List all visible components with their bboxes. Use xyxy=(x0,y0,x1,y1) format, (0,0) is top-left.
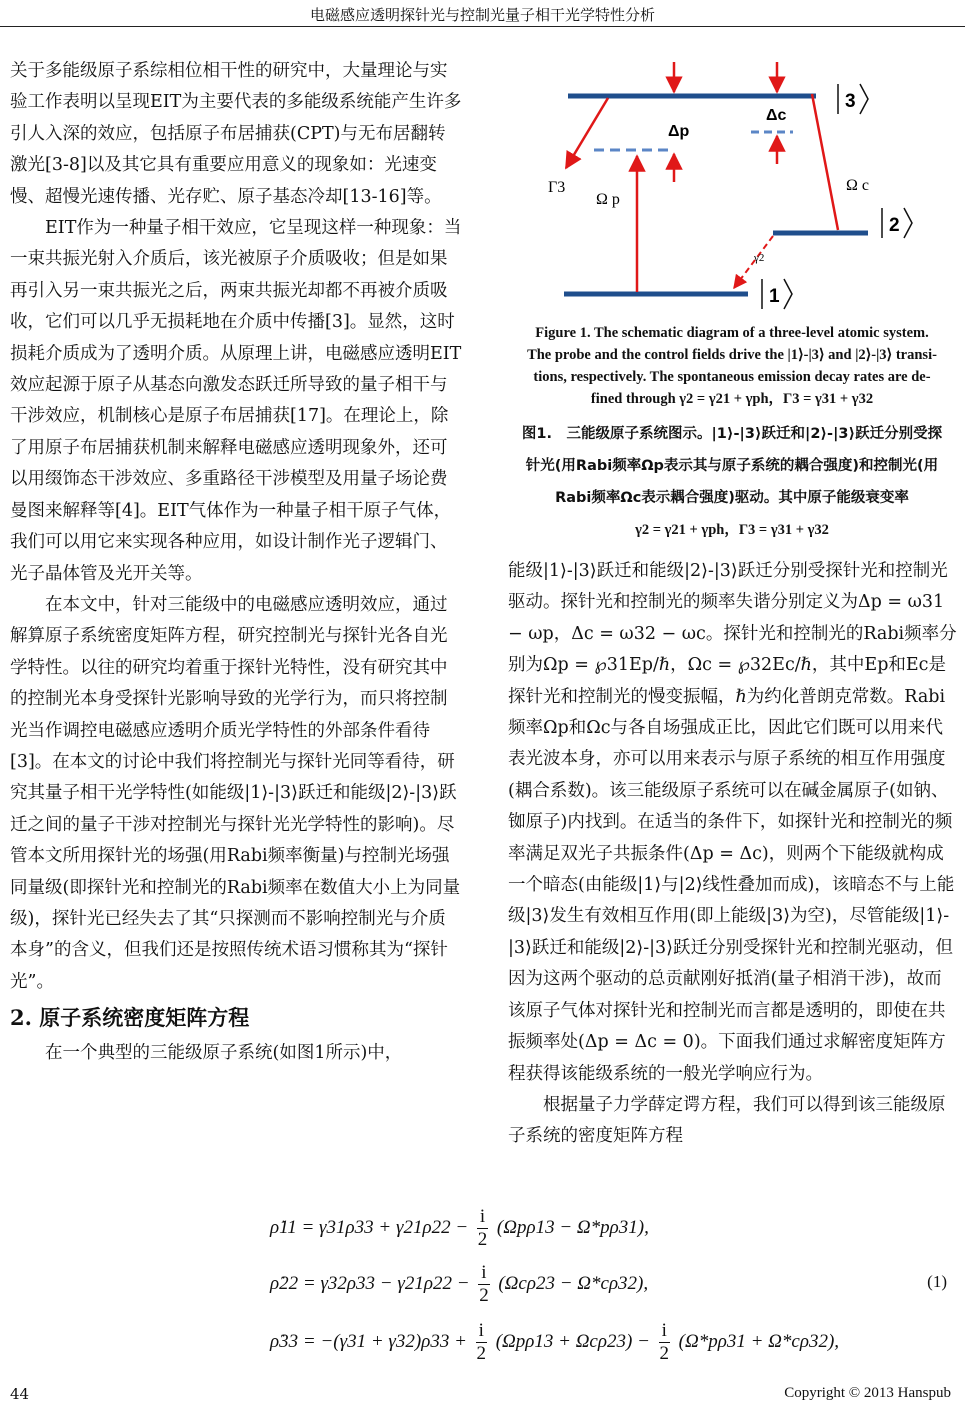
label-omega-c: Ω c xyxy=(846,177,869,194)
paragraph-6: 根据量子力学薛定谔方程，我们可以得到该三能级原子系统的密度矩阵方程 xyxy=(508,1094,946,1147)
caption-en-line: fined through γ2 = γ21 + γph，Γ3 = γ31 + γ32 xyxy=(590,391,874,407)
fraction: $\frac{i}{2}$ xyxy=(479,1262,489,1306)
svg-text:1: 1 xyxy=(769,286,780,307)
paragraph-3: 在本文中，针对三能级中的电磁感应透明效应，通过解算原子系统密度矩阵方程，研究控制光与探针光各自光学特性。以往的研究均着重于探针光特性，没有研究其中的控制光本身受探针光影响导致的光学行为，而只将控制光当作调控电磁感应透明介质光学特性的外部条件看待[3]。在本文的讨论中我们将控制光与探针光同等看待，研究其量子相干光学特性(如能级|1⟩-|3⟩跃迁和能级|2⟩-|3⟩跃迁之间的量子干涉对控制光与探针光光学特性的影响)。尽管本文所用探针光的场强(用Rabi频率衡量)与控制光场强同量级(即探针光和控制光的Rabi频率在数值大小上为同量级)，探针光已经失去了其“只探测而不影响控制光与介质本身”的含义，但我们还是按照传统术语习惯称其为“探针光”。 xyxy=(10,594,461,992)
svg-text:3: 3 xyxy=(845,91,856,112)
svg-text:2: 2 xyxy=(889,215,900,236)
equation-rho22: ρ̇22 = γ32ρ33 − γ21ρ22 − $\frac{i}{2}$ (Ωcρ23 − Ω*cρ32), xyxy=(270,1262,649,1306)
header-rule xyxy=(0,26,965,27)
caption-cn-line: Rabi频率Ωc表示耦合强度)驱动。其中原子能级衰变率 xyxy=(555,490,909,506)
fraction: $\frac{i}{2}$ xyxy=(476,1320,487,1364)
equation-rho33: ρ̇33 = −(γ31 + γ32)ρ33 + $\frac{i}{2}$ (Ωpρ13 + Ωcρ23) − $\frac{i}{2}$ (Ω*pρ31 + Ω*cρ32), xyxy=(270,1320,840,1364)
label-gamma2: γ2 xyxy=(754,252,765,264)
label-delta-c: Δc xyxy=(766,107,787,124)
figure-caption-english xyxy=(504,322,960,410)
label-gamma3: Γ3 xyxy=(548,179,566,196)
figure-caption-chinese xyxy=(504,418,960,546)
control-arrow xyxy=(812,94,838,230)
ket-1 xyxy=(762,279,792,309)
three-level-diagram xyxy=(548,56,948,316)
label-delta-p: Δp xyxy=(668,123,690,140)
running-header: 电磁感应透明探针光与控制光量子相干光学特性分析 xyxy=(309,6,655,24)
label-omega-p: Ω p xyxy=(596,191,620,208)
caption-en-line: The probe and the control fields drive the |1⟩-|3⟩ and |2⟩-|3⟩ transi- xyxy=(527,347,937,363)
left-column xyxy=(10,56,462,1070)
paragraph-1: 关于多能级原子系综相位相干性的研究中，大量理论与实验工作表明以呈现EIT为主要代表的多能级系统能产生许多引人入深的效应，包括原子布居捕获(CPT)与无布居翻转激光[3-8]以及其它具有重要应用意义的现象如：光速变慢、超慢光速传播、光存贮、原子基态冷却[13-16]等。 xyxy=(10,61,462,207)
caption-cn-line: 针光(用Rabi频率Ωp表示其与原子系统的耦合强度)和控制光(用 xyxy=(525,458,939,474)
ket-2 xyxy=(882,208,912,238)
fraction: $\frac{i}{2}$ xyxy=(659,1320,670,1364)
ket-3 xyxy=(838,84,868,114)
fraction: $\frac{i}{2}$ xyxy=(477,1206,488,1250)
caption-cn-line: γ2 = γ21 + γph，Γ3 = γ31 + γ32 xyxy=(635,522,829,538)
equation-rho11: ρ̇11 = γ31ρ33 + γ21ρ22 − $\frac{i}{2}$ (Ωpρ13 − Ω*pρ31), xyxy=(270,1206,649,1250)
caption-en-line: tions, respectively. The spontaneous emission decay rates are de- xyxy=(533,369,931,385)
paragraph-4: 在一个典型的三能级原子系统(如图1所示)中， xyxy=(45,1043,403,1064)
section-heading: 2. 原子系统密度矩阵方程 xyxy=(10,1005,250,1031)
right-column xyxy=(508,556,958,1153)
caption-en-line: Figure 1. The schematic diagram of a three-level atomic system. xyxy=(535,325,929,341)
paragraph-5: 能级|1⟩-|3⟩跃迁和能级|2⟩-|3⟩跃迁分别受探针光和控制光驱动。探针光和控制光的频率失谐分别定义为Δp = ω31 − ωp，Δc = ω32 − ωc。探针光和控制光的Rabi频率分别为Ωp = ℘31Ep/ℏ，Ωc = ℘32Ec/ℏ，其中Ep和Ec是探针光和控制光的慢变振幅，ℏ为约化普朗克常数。Rabi频率Ωp和Ωc与各自场强成正比，因此它们既可以用来代表光波本身，亦可以用来表示与原子系统的相互作用强度(耦合系数)。该三能级原子系统可以在碱金属原子(如钠、铷原子)内找到。在适当的条件下，如探针光和控制光的频率满足双光子共振条件(Δp = Δc)，则两个下能级就构成一个暗态(由能级|1⟩与|2⟩线性叠加而成)，该暗态不与上能级|3⟩发生有效相互作用(即上能级|3⟩为空)，尽管能级|1⟩-|3⟩跃迁和能级|2⟩-|3⟩跃迁分别受探针光和控制光驱动，但因为这两个驱动的总贡献刚好抵消(量子相消干涉)，故而该原子气体对探针光和控制光而言都是透明的，即使在共振频率处(Δp = Δc = 0)。下面我们通过求解密度矩阵方程获得该能级系统的一般光学响应行为。 xyxy=(508,561,957,1084)
paragraph-2: EIT作为一种量子相干效应，它呈现这样一种现象：当一束共振光射入介质后，该光被原子介质吸收；但是如果再引入另一束共振光之后，两束共振光却都不再被介质吸收，它们可以几乎无损耗地在介质中传播[3]。显然，这时损耗介质成为了透明介质。从原理上讲，电磁感应透明EIT效应起源于原子从基态向激发态跃迁所导致的量子相干与干涉效应，机制核心是原子布居捕获[17]。在理论上，除了用原子布居捕获机制来解释电磁感应透明现象外，还可以用缀饰态干涉效应、多重路径干涉模型及用量子场论费曼图来解释等[4]。EIT气体作为一种量子相干原子气体，我们可以用它来实现各种应用，如设计制作光子逻辑门、光子晶体管及光开关等。 xyxy=(10,218,462,584)
page-number: 44 xyxy=(10,1385,30,1403)
caption-cn-line: 图1. 三能级原子系统图示。|1⟩-|3⟩跃迁和|2⟩-|3⟩跃迁分别受探 xyxy=(521,426,943,442)
gamma3-arrow xyxy=(566,98,608,168)
equation-block xyxy=(0,1206,965,1376)
equation-number: (1) xyxy=(927,1272,947,1291)
copyright: Copyright © 2013 Hanspub xyxy=(784,1385,951,1401)
